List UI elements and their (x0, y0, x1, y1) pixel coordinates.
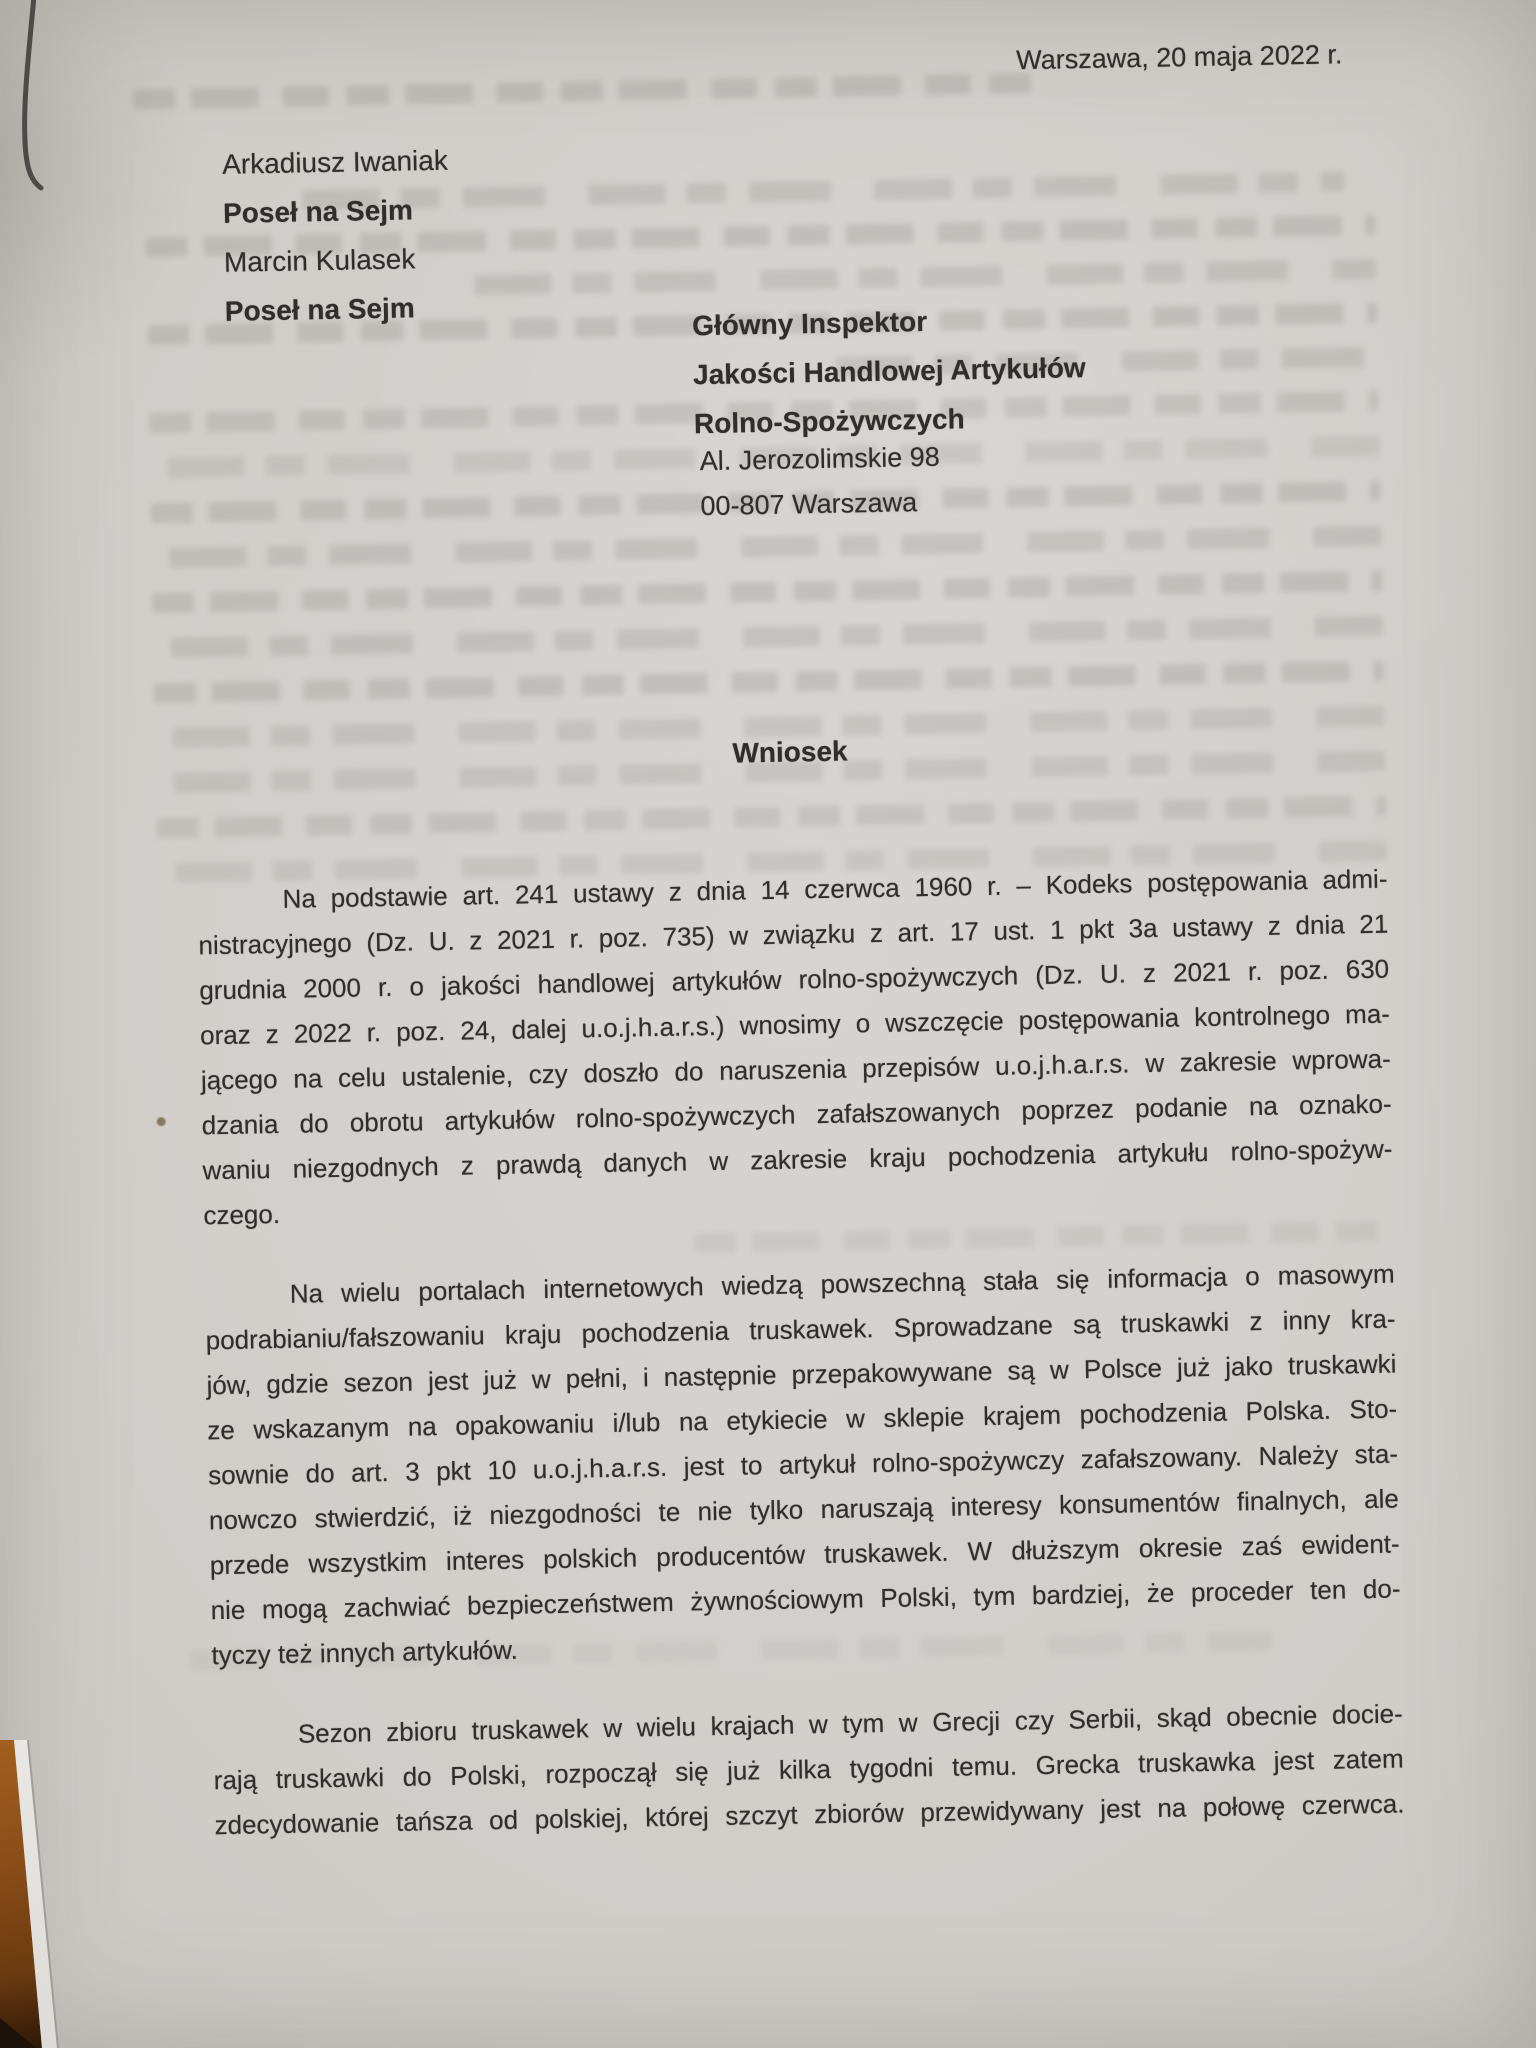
letter-line: przede wszystkim interes polskich producentów truskawek. W dłuższym okresie zaś ewident- (209, 1528, 1400, 1581)
paragraph (197, 857, 1393, 1239)
letter-body (197, 857, 1405, 1884)
recipient-block (692, 294, 1087, 448)
letter-line: zdecydowanie tańsza od polskiej, której szczyt zbiorów przewidywany jest na połowę czerwca. (214, 1788, 1405, 1841)
sender-name: Marcin Kulasek (223, 243, 416, 278)
bleed-through-line (456, 259, 1376, 296)
letter-line: podrabianiu/fałszowaniu kraju pochodzenia truskawek. Sprowadzane są truskawki z inny kra- (205, 1303, 1396, 1356)
recipient-address (699, 435, 941, 529)
paragraph (213, 1691, 1405, 1848)
address-line: 00-807 Warszawa (700, 487, 918, 522)
bleed-through-line (152, 571, 1382, 614)
letter-line: oraz z 2022 r. poz. 24, dalej u.o.j.h.a.r.s.) wnosimy o wszczęcie postępowania kontrolnego ma- (199, 998, 1391, 1051)
letter-line: grudnia 2000 r. o jakości handlowej artykułów rolno-spożywczych (Dz. U. z 2021 r. poz. 630 (199, 953, 1390, 1006)
letter-line: tyczy też innych artykułów. (211, 1634, 519, 1671)
bleed-through-line (153, 616, 1383, 659)
recipient-line: Rolno-Spożywczych (693, 403, 965, 440)
bleed-through-line (154, 661, 1384, 704)
bleed-through-line (156, 796, 1386, 839)
bleed-through-line (133, 73, 1033, 109)
letter-line: Sezon zbioru truskawek w wielu krajach w tym w Grecji czy Serbii, skąd obecnie docie- (297, 1698, 1404, 1749)
paragraph (204, 1252, 1401, 1679)
letter-line: waniu niezgodnych z prawdą danych w zakresie kraju pochodzenia artykułu rolno-spożyw- (202, 1133, 1393, 1186)
recipient-line: Główny Inspektor (691, 305, 928, 342)
corner-wire (0, 0, 60, 206)
letter-line: nowczo stwierdzić, iż niezgodności te nie tylko naruszają interesy konsumentów finalnych, ale (208, 1483, 1400, 1536)
letter-line: nistracyjnego (Dz. U. z 2021 r. poz. 735) w związku z art. 17 ust. 1 pkt 3a ustawy z dnia 21 (198, 908, 1389, 961)
bleed-through-line (151, 526, 1381, 569)
letter-line: jącego na celu ustalenie, czy doszło do naruszenia przepisów u.o.j.h.a.r.s. w zakresie wprowa- (200, 1043, 1392, 1096)
sender-block (222, 136, 451, 336)
address-line: Al. Jerozolimskie 98 (699, 441, 941, 477)
letter-line: Na podstawie art. 241 ustawy z dnia 14 czerwca 1960 r. – Kodeks postępowania admi- (282, 863, 1388, 914)
paper-speck (157, 1117, 166, 1126)
letter-line: jów, gdzie sezon jest już w pełni, i następnie przepakowywane są w Polsce już jako truskawki (206, 1348, 1397, 1401)
sender-title: Poseł na Sejm (222, 194, 414, 229)
letter-heading: Wniosek (732, 735, 848, 769)
sender-title: Poseł na Sejm (224, 292, 415, 327)
sender-name: Arkadiusz Iwaniak (221, 144, 449, 180)
bleed-through-text (0, 0, 1517, 14)
letter-line: sownie do art. 3 pkt 10 u.o.j.h.a.r.s. jest to artykuł rolno-spożywczy zafałszowany. Należy sta- (207, 1438, 1399, 1491)
letter-line: ze wskazanym na opakowaniu i/lub na etykiecie w sklepie krajem pochodzenia Polska. Sto- (207, 1393, 1398, 1446)
letter-line: nie mogą zachwiać bezpieczeństwem żywnościowym Polski, tym bardziej, że proceder ten do- (210, 1573, 1401, 1626)
letter-line: czego. (203, 1198, 281, 1231)
letter-line: rają truskawki do Polski, rozpoczął się już kilka tygodni temu. Grecka truskawka jest zatem (213, 1743, 1404, 1796)
letter-line: dzania do obrotu artykułów rolno-spożywczych zafałszowanych poprzez podanie na oznako- (201, 1088, 1392, 1141)
recipient-line: Jakości Handlowej Artykułów (692, 352, 1086, 391)
date-line: Warszawa, 20 maja 2022 r. (1015, 39, 1343, 76)
letter-line: Na wielu portalach internetowych wiedzą powszechną stała się informacja o masowym (289, 1258, 1395, 1309)
